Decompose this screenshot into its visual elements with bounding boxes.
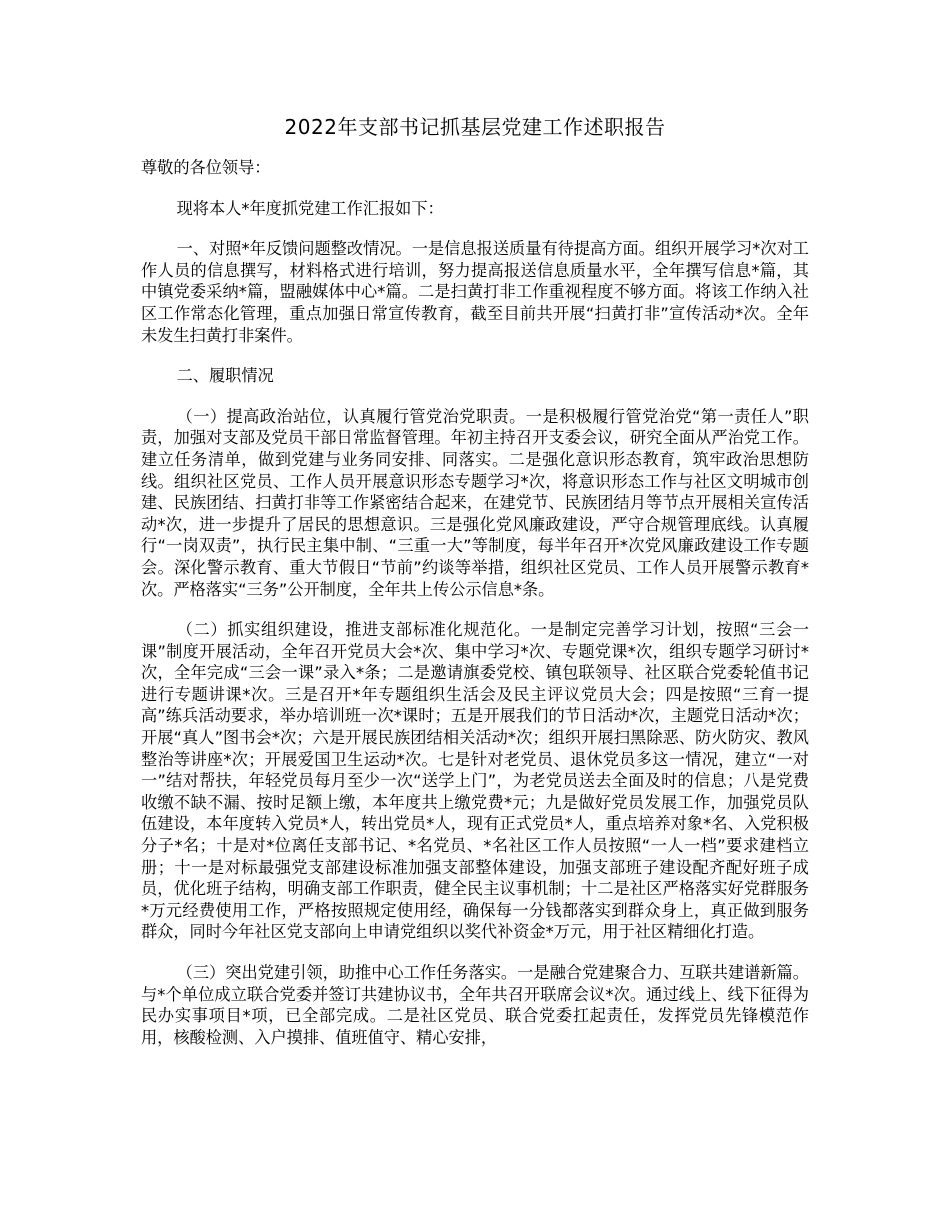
paragraph-subsection-1: （一）提高政治站位，认真履行管党治党职责。一是积极履行管党治党“第一责任人”职责，加强对支部及党员干部日常监督管理。年初主持召开支委会议，研究全面从严治党工作。建立任务清单，做到党建与业务同安排、同落实。二是强化意识形态教育，筑牢政治思想防线。组织社区党员、工作人员开展意识形态专题学习*次，将意识形态工作与社区文明城市创建、民族团结、扫黄打非等工作紧密结合起来，在建党节、民族团结月等节点开展相关宣传活动*次，进一步提升了居民的思想意识。三是强化党风廉政建设，严守合规管理底线。认真履行“一岗双责”，执行民主集中制、“三重一大”等制度，每半年召开*次党风廉政建设工作专题会。深化警示教育、重大节假日“节前”约谈等举措，组织社区党员、工作人员开展警示教育*次。严格落实“三务”公开制度，全年共上传公示信息*条。 bbox=[141, 406, 809, 599]
document-title: 2022年支部书记抓基层党建工作述职报告 bbox=[284, 115, 666, 139]
paragraph-subsection-3: （三）突出党建引领，助推中心工作任务落实。一是融合党建聚合力、互联共建谱新篇。与*个单位成立联合党委并签订共建协议书，全年共召开联席会议*次。通过线上、线下征得为民办实事项目*项，已全部完成。二是社区党员、联合党委扛起责任，发挥党员先锋模范作用，核酸检测、入户摸排、值班值守、精心安排， bbox=[141, 963, 809, 1047]
document-body bbox=[141, 157, 809, 1067]
salutation: 尊敬的各位领导： bbox=[141, 158, 271, 177]
paragraph-subsection-2: （二）抓实组织建设，推进支部标准化规范化。一是制定完善学习计划，按照“三会一课”制度开展活动，全年召开党员大会*次、集中学习*次、专题党课*次，组织专题学习研讨*次，全年完成“三会一课”录入*条；二是邀请旗委党校、镇包联领导、社区联合党委轮值书记进行专题讲课*次。三是召开*年专题组织生活会及民主评议党员大会；四是按照“三育一提高”练兵活动要求，举办培训班一次*课时；五是开展我们的节日活动*次，主题党日活动*次；开展“真人”图书会*次；六是开展民族团结相关活动*次；组织开展扫黑除恶、防火防灾、教风整治等讲座*次；开展爱国卫生运动*次。七是针对老党员、退休党员多这一情况，建立“一对一”结对帮扶，年轻党员每月至少一次“送学上门”，为老党员送去全面及时的信息；八是党费收缴不缺不漏、按时足额上缴，本年度共上缴党费*元；九是做好党员发展工作，加强党员队伍建设，本年度转入党员*人，转出党员*人，现有正式党员*人，重点培养对象*名、入党积极分子*名；十是对*位离任支部书记、*名党员、*名社区工作人员按照“一人一档”要求建档立册；十一是对标最强党支部建设标准加强支部整体建设，加强支部班子建设配齐配好班子成员，优化班子结构，明确支部工作职责，健全民主议事机制；十二是社区严格落实好党群服务*万元经费使用工作，严格按照规定使用经，确保每一分钱都落实到群众身上，真正做到服务群众，同时今年社区党支部向上申请党组织以奖代补资金*万元，用于社区精细化打造。 bbox=[141, 620, 809, 942]
paragraph-section-1: 一、对照*年反馈问题整改情况。一是信息报送质量有待提高方面。组织开展学习*次对工作人员的信息撰写，材料格式进行培训，努力提高报送信息质量水平，全年撰写信息*篇，其中镇党委采纳*篇，盟融媒体中心*篇。二是扫黄打非工作重视程度不够方面。将该工作纳入社区工作常态化管理，重点加强日常宣传教育，截至目前共开展“扫黄打非”宣传活动*次。全年未发生扫黄打非案件。 bbox=[141, 239, 809, 345]
section-heading-2: 二、履职情况 bbox=[176, 366, 274, 386]
paragraph-intro: 现将本人*年度抓党建工作汇报如下： bbox=[176, 198, 444, 218]
